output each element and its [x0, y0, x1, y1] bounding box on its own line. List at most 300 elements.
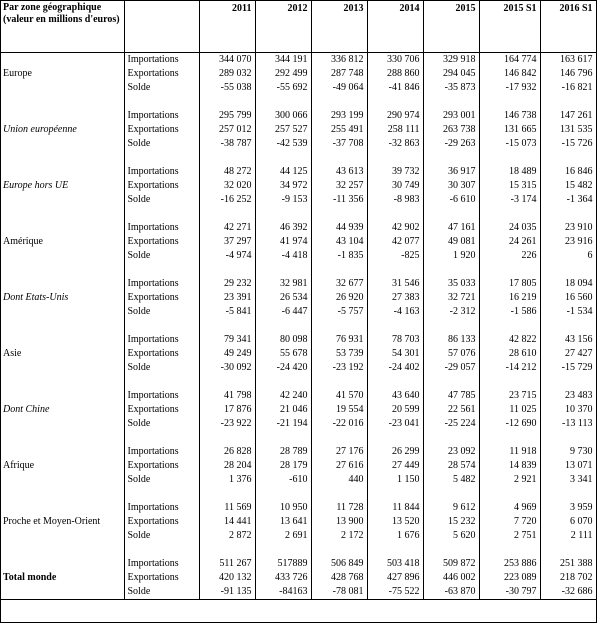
zone-cell — [0, 445, 124, 459]
zone-label: Total monde — [0, 571, 124, 585]
value-cell: 30 307 — [423, 179, 479, 193]
zone-cell — [0, 53, 124, 68]
spacer-cell — [0, 375, 124, 389]
group-spacer — [0, 543, 596, 557]
value-cell: 11 569 — [199, 501, 255, 515]
value-cell: -32 863 — [367, 137, 423, 151]
value-cell: 15 232 — [423, 515, 479, 529]
spacer-cell — [367, 263, 423, 277]
value-cell: 28 574 — [423, 459, 479, 473]
spacer-cell — [540, 543, 596, 557]
spacer-cell — [255, 95, 311, 109]
value-cell: 9 730 — [540, 445, 596, 459]
value-cell: -37 708 — [311, 137, 367, 151]
spacer-cell — [199, 151, 255, 165]
zone-label: Proche et Moyen-Orient — [0, 515, 124, 529]
table-row — [0, 403, 596, 417]
table-row — [0, 67, 596, 81]
spacer-cell — [124, 543, 199, 557]
value-cell: 16 560 — [540, 291, 596, 305]
spacer-cell — [311, 95, 367, 109]
flow-type-label: Exportations — [124, 403, 199, 417]
spacer-cell — [124, 487, 199, 501]
zone-cell — [0, 333, 124, 347]
value-cell: 27 616 — [311, 459, 367, 473]
flow-type-label: Solde — [124, 585, 199, 600]
value-cell: 293 001 — [423, 109, 479, 123]
spacer-cell — [367, 431, 423, 445]
value-cell: 32 020 — [199, 179, 255, 193]
spacer-cell — [423, 487, 479, 501]
flow-type-label: Importations — [124, 389, 199, 403]
spacer-cell — [311, 431, 367, 445]
value-cell: 44 939 — [311, 221, 367, 235]
value-cell: -5 757 — [311, 305, 367, 319]
spacer-cell — [311, 319, 367, 333]
zone-label: Amérique — [0, 235, 124, 249]
value-cell: 223 089 — [479, 571, 540, 585]
spacer-cell — [540, 151, 596, 165]
table-row — [0, 515, 596, 529]
flow-type-label: Importations — [124, 333, 199, 347]
spacer-cell — [367, 151, 423, 165]
value-cell: 42 271 — [199, 221, 255, 235]
table-row — [0, 417, 596, 431]
value-cell: -23 922 — [199, 417, 255, 431]
zone-cell — [0, 501, 124, 515]
value-cell: -17 932 — [479, 81, 540, 95]
spacer-cell — [0, 431, 124, 445]
value-cell: -35 873 — [423, 81, 479, 95]
value-cell: -16 821 — [540, 81, 596, 95]
value-cell: 11 918 — [479, 445, 540, 459]
table-row — [0, 249, 596, 263]
zone-cell — [0, 137, 124, 151]
table-row — [0, 529, 596, 543]
value-cell: 13 900 — [311, 515, 367, 529]
value-cell: 13 520 — [367, 515, 423, 529]
table-row — [0, 459, 596, 473]
value-cell: -25 224 — [423, 417, 479, 431]
value-cell: 22 561 — [423, 403, 479, 417]
value-cell: 23 910 — [540, 221, 596, 235]
table-row — [0, 501, 596, 515]
spacer-cell — [540, 263, 596, 277]
value-cell: 344 191 — [255, 53, 311, 68]
value-cell: 49 249 — [199, 347, 255, 361]
value-cell: 253 886 — [479, 557, 540, 571]
value-cell: -32 686 — [540, 585, 596, 600]
value-cell: 78 703 — [367, 333, 423, 347]
flow-type-label: Solde — [124, 137, 199, 151]
zone-cell — [0, 529, 124, 543]
table-row — [0, 109, 596, 123]
value-cell: 37 297 — [199, 235, 255, 249]
spacer-cell — [255, 431, 311, 445]
value-cell: 26 534 — [255, 291, 311, 305]
value-cell: -8 983 — [367, 193, 423, 207]
value-cell: -29 057 — [423, 361, 479, 375]
zone-cell — [0, 109, 124, 123]
spacer-cell — [540, 375, 596, 389]
value-cell: -6 447 — [255, 305, 311, 319]
value-cell: 28 789 — [255, 445, 311, 459]
value-cell: -38 787 — [199, 137, 255, 151]
table-row — [0, 81, 596, 95]
value-cell: 2 921 — [479, 473, 540, 487]
value-cell: 35 033 — [423, 277, 479, 291]
spacer-cell — [255, 319, 311, 333]
value-cell: -15 073 — [479, 137, 540, 151]
value-cell: 32 677 — [311, 277, 367, 291]
value-cell: 53 739 — [311, 347, 367, 361]
table-row — [0, 235, 596, 249]
value-cell: 329 918 — [423, 53, 479, 68]
value-cell: 5 482 — [423, 473, 479, 487]
value-cell: 41 798 — [199, 389, 255, 403]
value-cell: 428 768 — [311, 571, 367, 585]
zone-label: Dont Etats-Unis — [0, 291, 124, 305]
zone-cell — [0, 557, 124, 571]
value-cell: 42 240 — [255, 389, 311, 403]
value-cell: -24 420 — [255, 361, 311, 375]
table-row — [0, 137, 596, 151]
spacer-cell — [124, 151, 199, 165]
value-cell: -610 — [255, 473, 311, 487]
value-cell: 336 812 — [311, 53, 367, 68]
value-cell: 43 640 — [367, 389, 423, 403]
table-row — [0, 347, 596, 361]
value-cell: -55 038 — [199, 81, 255, 95]
spacer-cell — [199, 431, 255, 445]
value-cell: 257 012 — [199, 123, 255, 137]
spacer-cell — [479, 151, 540, 165]
spacer-cell — [124, 375, 199, 389]
value-cell: -5 841 — [199, 305, 255, 319]
flow-type-label: Solde — [124, 417, 199, 431]
table-row — [0, 333, 596, 347]
spacer-cell — [367, 543, 423, 557]
value-cell: 30 749 — [367, 179, 423, 193]
zone-label: Europe — [0, 67, 124, 81]
table-row — [0, 361, 596, 375]
zone-label: Union européenne — [0, 123, 124, 137]
spacer-cell — [479, 543, 540, 557]
value-cell: 18 489 — [479, 165, 540, 179]
flow-type-label: Importations — [124, 445, 199, 459]
table-row — [0, 305, 596, 319]
spacer-cell — [479, 319, 540, 333]
zone-cell — [0, 389, 124, 403]
flow-type-label: Exportations — [124, 571, 199, 585]
value-cell: -55 692 — [255, 81, 311, 95]
flow-type-label: Solde — [124, 193, 199, 207]
value-cell: 511 267 — [199, 557, 255, 571]
value-cell: -29 263 — [423, 137, 479, 151]
value-cell: 39 732 — [367, 165, 423, 179]
value-cell: 506 849 — [311, 557, 367, 571]
value-cell: 289 032 — [199, 67, 255, 81]
spacer-cell — [311, 543, 367, 557]
value-cell: 10 370 — [540, 403, 596, 417]
value-cell: 23 916 — [540, 235, 596, 249]
spacer-cell — [0, 543, 124, 557]
spacer-cell — [423, 375, 479, 389]
group-spacer — [0, 319, 596, 333]
value-cell: 330 706 — [367, 53, 423, 68]
value-cell: 43 104 — [311, 235, 367, 249]
value-cell: 13 641 — [255, 515, 311, 529]
spacer-cell — [423, 431, 479, 445]
spacer-cell — [311, 487, 367, 501]
value-cell: 226 — [479, 249, 540, 263]
value-cell: 258 111 — [367, 123, 423, 137]
value-cell: -11 356 — [311, 193, 367, 207]
value-cell: -49 064 — [311, 81, 367, 95]
spacer-cell — [255, 151, 311, 165]
spacer-cell — [540, 431, 596, 445]
value-cell: 42 902 — [367, 221, 423, 235]
value-cell: 11 844 — [367, 501, 423, 515]
value-cell: -16 252 — [199, 193, 255, 207]
value-cell: 57 076 — [423, 347, 479, 361]
value-cell: 26 299 — [367, 445, 423, 459]
value-cell: -41 846 — [367, 81, 423, 95]
value-cell: 287 748 — [311, 67, 367, 81]
spacer-cell — [423, 151, 479, 165]
value-cell: 146 796 — [540, 67, 596, 81]
value-cell: 55 678 — [255, 347, 311, 361]
year-header-2016-s1: 2016 S1 — [540, 0, 596, 53]
value-cell: 23 483 — [540, 389, 596, 403]
value-cell: -63 870 — [423, 585, 479, 600]
value-cell: 2 751 — [479, 529, 540, 543]
value-cell: 257 527 — [255, 123, 311, 137]
value-cell: 32 257 — [311, 179, 367, 193]
value-cell: 1 150 — [367, 473, 423, 487]
value-cell: 251 388 — [540, 557, 596, 571]
spacer-cell — [199, 207, 255, 221]
spacer-cell — [124, 263, 199, 277]
value-cell: 47 785 — [423, 389, 479, 403]
flow-type-label: Importations — [124, 501, 199, 515]
value-cell: -15 729 — [540, 361, 596, 375]
spacer-cell — [479, 207, 540, 221]
value-cell: 43 156 — [540, 333, 596, 347]
table-row — [0, 291, 596, 305]
value-cell: -3 174 — [479, 193, 540, 207]
value-cell: 7 720 — [479, 515, 540, 529]
value-cell: 28 204 — [199, 459, 255, 473]
flow-type-label: Importations — [124, 53, 199, 68]
spacer-cell — [367, 319, 423, 333]
zone-cell — [0, 305, 124, 319]
group-spacer — [0, 95, 596, 109]
flow-type-label: Exportations — [124, 123, 199, 137]
value-cell: -23 192 — [311, 361, 367, 375]
spacer-cell — [311, 375, 367, 389]
spacer-cell — [199, 95, 255, 109]
value-cell: 2 172 — [311, 529, 367, 543]
value-cell: -30 092 — [199, 361, 255, 375]
value-cell: 42 077 — [367, 235, 423, 249]
spacer-cell — [311, 151, 367, 165]
flow-type-label: Importations — [124, 221, 199, 235]
spacer-cell — [124, 95, 199, 109]
spacer-cell — [367, 207, 423, 221]
value-cell: -1 364 — [540, 193, 596, 207]
flow-type-label: Importations — [124, 165, 199, 179]
spacer-cell — [540, 319, 596, 333]
value-cell: 24 035 — [479, 221, 540, 235]
table-row — [0, 557, 596, 571]
spacer-cell — [479, 487, 540, 501]
spacer-cell — [423, 263, 479, 277]
value-cell: 9 612 — [423, 501, 479, 515]
value-cell: 24 261 — [479, 235, 540, 249]
value-cell: -4 163 — [367, 305, 423, 319]
value-cell: -84163 — [255, 585, 311, 600]
value-cell: 10 950 — [255, 501, 311, 515]
value-cell: 4 969 — [479, 501, 540, 515]
type-column-header — [124, 0, 199, 53]
value-cell: 49 081 — [423, 235, 479, 249]
value-cell: 31 546 — [367, 277, 423, 291]
spacer-cell — [255, 207, 311, 221]
flow-type-label: Exportations — [124, 459, 199, 473]
flow-type-label: Exportations — [124, 291, 199, 305]
spacer-cell — [423, 207, 479, 221]
value-cell: -23 041 — [367, 417, 423, 431]
value-cell: -825 — [367, 249, 423, 263]
value-cell: 23 092 — [423, 445, 479, 459]
value-cell: 420 132 — [199, 571, 255, 585]
zone-label: Dont Chine — [0, 403, 124, 417]
value-cell: 293 199 — [311, 109, 367, 123]
spacer-cell — [0, 151, 124, 165]
value-cell: 11 025 — [479, 403, 540, 417]
value-cell: 20 599 — [367, 403, 423, 417]
year-header-2014: 2014 — [367, 0, 423, 53]
value-cell: -30 797 — [479, 585, 540, 600]
value-cell: 19 554 — [311, 403, 367, 417]
zone-cell — [0, 81, 124, 95]
group-spacer — [0, 263, 596, 277]
value-cell: 288 860 — [367, 67, 423, 81]
spacer-cell — [0, 207, 124, 221]
flow-type-label: Solde — [124, 249, 199, 263]
value-cell: 131 665 — [479, 123, 540, 137]
value-cell: 433 726 — [255, 571, 311, 585]
value-cell: 15 315 — [479, 179, 540, 193]
spacer-cell — [367, 487, 423, 501]
value-cell: 17 805 — [479, 277, 540, 291]
value-cell: 344 070 — [199, 53, 255, 68]
table-row — [0, 179, 596, 193]
value-cell: 34 972 — [255, 179, 311, 193]
zone-cell — [0, 193, 124, 207]
value-cell: 295 799 — [199, 109, 255, 123]
value-cell: -13 113 — [540, 417, 596, 431]
value-cell: 26 828 — [199, 445, 255, 459]
table-row — [0, 571, 596, 585]
value-cell: 27 427 — [540, 347, 596, 361]
value-cell: 23 715 — [479, 389, 540, 403]
year-header-2015-s1: 2015 S1 — [479, 0, 540, 53]
spacer-cell — [423, 543, 479, 557]
flow-type-label: Exportations — [124, 347, 199, 361]
spacer-cell — [479, 263, 540, 277]
value-cell: 1 676 — [367, 529, 423, 543]
value-cell: 263 738 — [423, 123, 479, 137]
flow-type-label: Solde — [124, 81, 199, 95]
spacer-cell — [311, 207, 367, 221]
value-cell: 146 738 — [479, 109, 540, 123]
zone-cell — [0, 277, 124, 291]
value-cell: -22 016 — [311, 417, 367, 431]
spacer-cell — [479, 95, 540, 109]
value-cell: 290 974 — [367, 109, 423, 123]
spacer-cell — [367, 95, 423, 109]
group-spacer — [0, 375, 596, 389]
flow-type-label: Exportations — [124, 235, 199, 249]
value-cell: 76 931 — [311, 333, 367, 347]
zone-label: Asie — [0, 347, 124, 361]
spacer-cell — [540, 95, 596, 109]
value-cell: 255 491 — [311, 123, 367, 137]
spacer-cell — [199, 487, 255, 501]
flow-type-label: Solde — [124, 361, 199, 375]
value-cell: -21 194 — [255, 417, 311, 431]
value-cell: -24 402 — [367, 361, 423, 375]
value-cell: 18 094 — [540, 277, 596, 291]
table-row — [0, 193, 596, 207]
value-cell: 1 376 — [199, 473, 255, 487]
value-cell: 1 920 — [423, 249, 479, 263]
spacer-cell — [124, 207, 199, 221]
value-cell: 517889 — [255, 557, 311, 571]
value-cell: 44 125 — [255, 165, 311, 179]
table-row — [0, 165, 596, 179]
value-cell: 42 822 — [479, 333, 540, 347]
flow-type-label: Solde — [124, 305, 199, 319]
value-cell: 17 876 — [199, 403, 255, 417]
value-cell: 41 974 — [255, 235, 311, 249]
value-cell: 21 046 — [255, 403, 311, 417]
flow-type-label: Exportations — [124, 515, 199, 529]
table-row — [0, 389, 596, 403]
value-cell: 446 002 — [423, 571, 479, 585]
value-cell: -2 312 — [423, 305, 479, 319]
spacer-cell — [255, 487, 311, 501]
group-spacer — [0, 151, 596, 165]
table-row — [0, 445, 596, 459]
zone-cell — [0, 361, 124, 375]
year-header-2012: 2012 — [255, 0, 311, 53]
value-cell: 15 482 — [540, 179, 596, 193]
value-cell: 16 846 — [540, 165, 596, 179]
table-row — [0, 277, 596, 291]
flow-type-label: Solde — [124, 529, 199, 543]
spacer-cell — [199, 543, 255, 557]
value-cell: 5 620 — [423, 529, 479, 543]
group-spacer — [0, 431, 596, 445]
value-cell: -78 081 — [311, 585, 367, 600]
value-cell: -75 522 — [367, 585, 423, 600]
value-cell: 2 872 — [199, 529, 255, 543]
value-cell: 27 449 — [367, 459, 423, 473]
spacer-cell — [255, 543, 311, 557]
